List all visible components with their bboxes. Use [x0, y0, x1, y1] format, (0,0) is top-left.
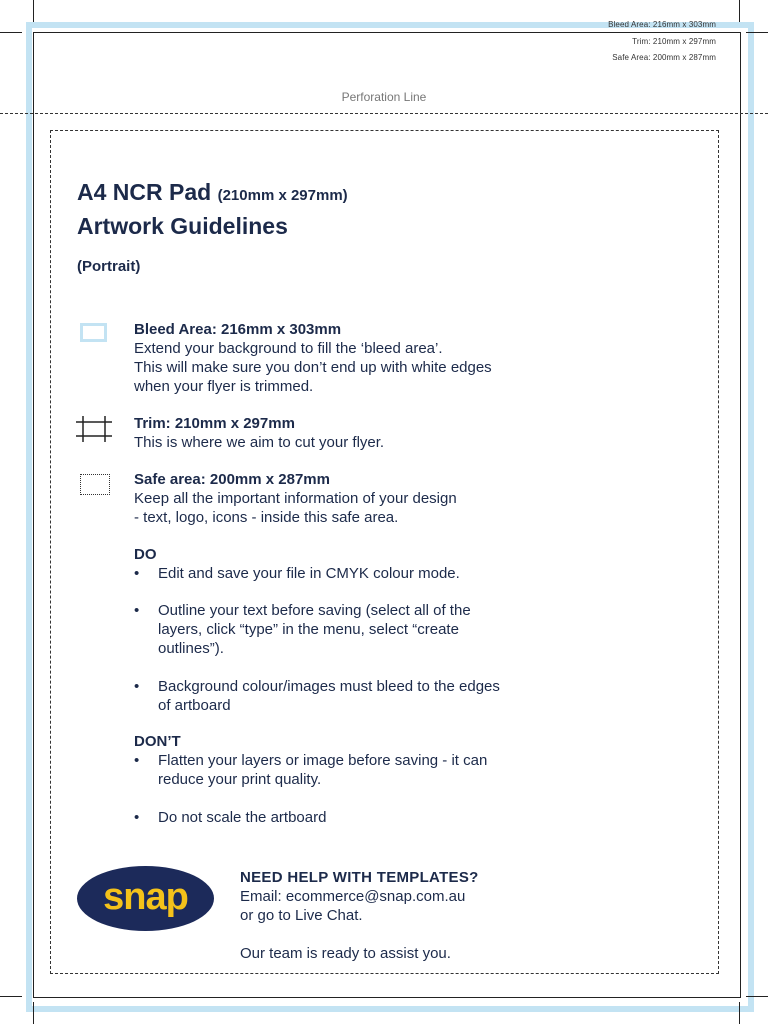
help-chat: or go to Live Chat. [240, 907, 363, 924]
safe-area-icon [80, 474, 110, 495]
crop-mark [746, 32, 768, 33]
trim-icon [76, 416, 112, 442]
list-item-text: Outline your text before saving (select all of the [158, 602, 471, 619]
spec-safe: Safe Area: 200mm x 287mm [612, 53, 716, 62]
bullet-icon: • [134, 565, 140, 582]
safe-section [134, 470, 457, 527]
orientation-label: (Portrait) [77, 258, 141, 275]
list-item [134, 564, 554, 583]
trim-heading: Trim: 210mm x 297mm [134, 415, 295, 432]
bleed-text: when your flyer is trimmed. [134, 378, 314, 395]
title-line2: Artwork Guidelines [77, 213, 288, 239]
page-title [77, 177, 348, 241]
list-item-text: layers, click “type” in the menu, select “create [158, 621, 459, 638]
help-heading: NEED HELP WITH TEMPLATES? [240, 869, 479, 886]
crop-mark [33, 1002, 34, 1024]
list-item [134, 751, 554, 789]
title-size: (210mm x 297mm) [217, 187, 348, 204]
help-email: Email: ecommerce@snap.com.au [240, 888, 466, 905]
list-item-text: Edit and save your file in CMYK colour mode. [158, 565, 460, 582]
snap-logo [77, 866, 214, 931]
help-team: Our team is ready to assist you. [240, 945, 451, 962]
trim-section [134, 414, 384, 452]
bullet-icon: • [134, 602, 140, 619]
list-item-text: Flatten your layers or image before saving - it can [158, 752, 488, 769]
list-item-text: Background colour/images must bleed to the edges [158, 678, 500, 695]
list-item [134, 601, 554, 658]
safe-heading: Safe area: 200mm x 287mm [134, 471, 330, 488]
crop-mark [0, 32, 22, 33]
bleed-text: This will make sure you don’t end up with white edges [134, 359, 492, 376]
perforation-line [0, 113, 768, 114]
bleed-heading: Bleed Area: 216mm x 303mm [134, 321, 342, 338]
list-item [134, 677, 554, 715]
help-block [240, 868, 479, 963]
do-list [134, 545, 554, 715]
list-item [134, 808, 554, 827]
bullet-icon: • [134, 752, 140, 769]
crop-mark [33, 0, 34, 22]
bleed-text: Extend your background to fill the ‘bleed area’. [134, 340, 443, 357]
dont-heading: DON’T [134, 733, 181, 750]
crop-mark [739, 1002, 740, 1024]
safe-text: - text, logo, icons - inside this safe area. [134, 509, 399, 526]
title-line1: A4 NCR Pad [77, 179, 212, 205]
dont-list [134, 732, 554, 827]
crop-mark [746, 996, 768, 997]
do-heading: DO [134, 546, 157, 563]
safe-text: Keep all the important information of your design [134, 490, 457, 507]
spec-bleed: Bleed Area: 216mm x 303mm [608, 20, 716, 29]
crop-mark [739, 0, 740, 22]
crop-mark [0, 996, 22, 997]
trim-text: This is where we aim to cut your flyer. [134, 434, 385, 451]
list-item-text: Do not scale the artboard [158, 809, 327, 826]
list-item-text: reduce your print quality. [158, 771, 322, 788]
bullet-icon: • [134, 678, 140, 695]
bullet-icon: • [134, 809, 140, 826]
bleed-section [134, 320, 492, 396]
list-item-text: outlines”). [158, 640, 224, 657]
spec-trim: Trim: 210mm x 297mm [632, 37, 716, 46]
bleed-icon [80, 323, 107, 342]
list-item-text: of artboard [158, 697, 231, 714]
perforation-label: Perforation Line [341, 90, 427, 104]
logo-text: snap [103, 876, 188, 918]
